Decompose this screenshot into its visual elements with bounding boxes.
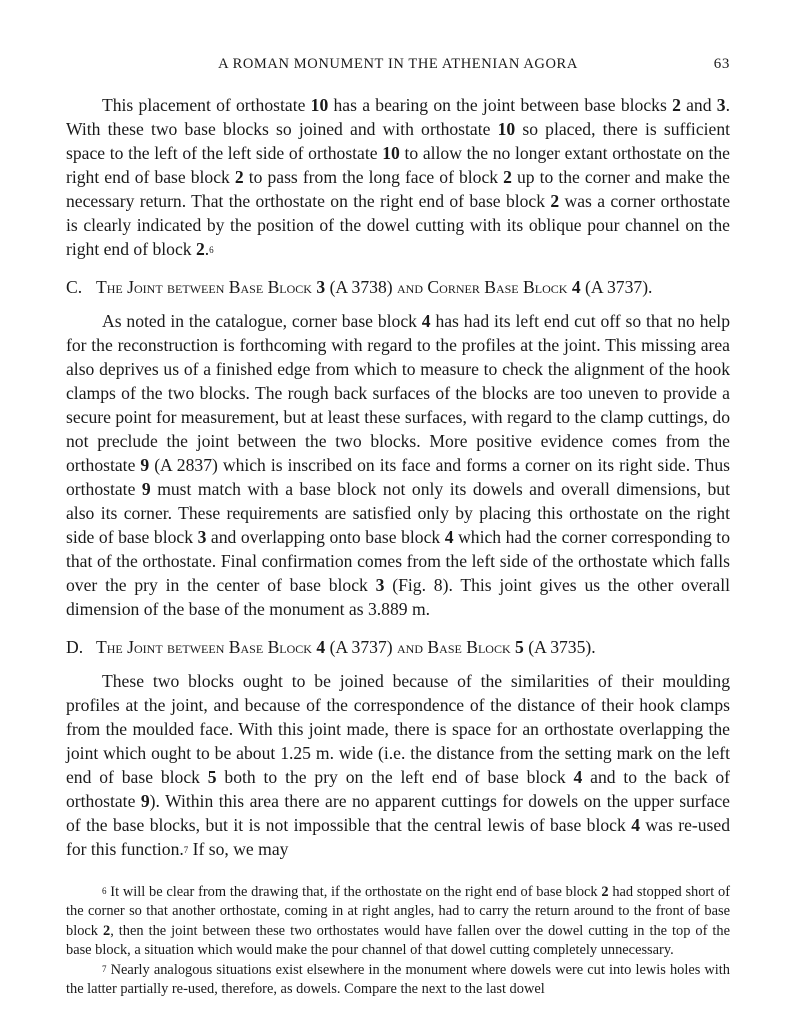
heading-text: (A 3737). — [580, 277, 653, 297]
text: . — [204, 239, 210, 259]
block-number: 10 — [382, 143, 400, 163]
text: had stopped short of the corner so that another orthostate, coming in at right angles, had to carry the return around to the front of base block — [66, 884, 730, 939]
block-number: 5 — [515, 637, 524, 657]
text: has had its left end cut off so that no help for the reconstruction is forthcoming with regard to the profiles at the joint. This missing area also deprives us of a finished edge from which to measure to check the alignment of the hook clamps of the two blocks. The rough back surfaces of the blocks are too uneven to provide a secure point for measurement, but at least these surfaces, with regard to the clamp cuttings, do not preclude the joint between the two blocks. More positive evidence comes from the orthostate — [66, 311, 730, 475]
block-number: 9 — [140, 455, 150, 475]
block-number: 4 — [573, 767, 583, 787]
footnotes — [66, 883, 730, 999]
heading-text: The Joint between Base Block — [96, 277, 317, 297]
running-header — [66, 52, 730, 78]
text: was a corner orthostate is clearly indicated by the position of the dowel cutting with its oblique pour channel on the right end of block — [66, 191, 731, 259]
block-number: 2 — [601, 884, 609, 900]
footnote-ref-7[interactable]: 7 — [183, 845, 189, 855]
text: It will be clear from the drawing that, if the orthostate on the right end of base block — [106, 884, 602, 900]
block-number: 4 — [316, 637, 326, 657]
text: As noted in the catalogue, corner base block — [102, 311, 422, 331]
text: was re-used for this function. — [66, 815, 730, 859]
paragraph-3 — [66, 669, 730, 861]
paragraph-2 — [66, 309, 730, 621]
paragraph-1 — [66, 93, 730, 261]
block-number: 4 — [444, 527, 454, 547]
block-number: 4 — [631, 815, 640, 835]
text: and — [680, 95, 717, 115]
heading-text: and Base Block — [397, 637, 516, 657]
footnote-mark: 6 — [102, 886, 107, 896]
text: These two blocks ought to be joined because of the similarities of their moulding profiles at the joint, and because of the correspondence of the distance of their hook clamps from the moulded face. With this joint made, there is space for an orthostate overlapping the joint which ought to be about 1.25 m. wide (i.e. the distance from the setting mark on the left end of base block — [66, 671, 730, 787]
text: to pass from the long face of block — [243, 167, 504, 187]
text: must match with a base block not only its dowels and overall dimensions, but also its corner. These requirements are satisfied only by placing this orthostate on the right side of base block — [66, 479, 730, 547]
text: and to the back of orthostate — [66, 767, 730, 811]
heading-text: (A 3737) — [325, 637, 398, 657]
text: has a bearing on the joint between base blocks — [328, 95, 673, 115]
text: Nearly analogous situations exist elsewhere in the monument where dowels were cut into lewis holes with the latter partially re-used, therefore, as dowels. Compare the next to the last dowel — [66, 961, 730, 998]
heading-text: (A 3735). — [523, 637, 596, 657]
heading-text: and Corner Base Block — [397, 277, 572, 297]
text: to allow the no longer extant orthostate on the right end of base block — [66, 143, 730, 187]
text: , then the joint between these two orthostates would have fallen over the dowel cutting in the top of the base block, a situation which would make the pour channel of that dowel cutting completely unnecessary. — [66, 922, 730, 959]
heading-text: (A 3738) — [325, 277, 398, 297]
block-number: 2 — [195, 239, 205, 259]
section-heading-c — [66, 275, 730, 299]
section-letter: C. — [66, 277, 83, 297]
text: both to the pry on the left end of base block — [216, 767, 574, 787]
block-number: 2 — [102, 922, 111, 939]
text: up to the corner and make the necessary return. That the orthostate on the right end of base block — [66, 167, 730, 211]
footnote-ref-6[interactable]: 6 — [209, 245, 214, 255]
footnote-7 — [66, 961, 730, 1000]
text: and overlapping onto base block — [206, 527, 445, 547]
block-number: 2 — [234, 167, 244, 187]
block-number: 2 — [550, 191, 560, 211]
body-text — [66, 93, 730, 861]
block-number: 4 — [571, 277, 581, 297]
text: If so, we may — [188, 839, 289, 859]
text: ). Within this area there are no apparent cuttings for dowels on the upper surface of the base blocks, but it is not impossible that the central lewis of base block — [66, 791, 730, 835]
block-number: 10 — [497, 119, 516, 139]
block-number: 5 — [207, 767, 217, 787]
section-letter: D. — [66, 637, 84, 657]
heading-text: The Joint between Base Block — [96, 637, 317, 657]
text: which had the corner corresponding to that of the orthostate. Final confirmation comes from the left side of the orthostate which falls over the pry in the center of base block — [66, 527, 730, 595]
page-number: 63 — [713, 56, 730, 72]
text: (A 2837) which is inscribed on its face and forms a corner on its right side. Thus orthostate — [66, 455, 730, 499]
block-number: 3 — [197, 527, 207, 547]
block-number: 9 — [140, 791, 150, 811]
block-number: 9 — [141, 479, 151, 499]
section-heading-d — [66, 635, 730, 659]
block-number: 3 — [716, 95, 726, 115]
text: This placement of orthostate — [102, 95, 311, 115]
block-number: 10 — [310, 95, 329, 115]
page — [66, 52, 730, 999]
block-number: 3 — [316, 277, 326, 297]
text: so placed, there is sufficient space to the left of the left side of orthostate — [66, 119, 731, 163]
block-number: 4 — [421, 311, 431, 331]
block-number: 3 — [375, 575, 385, 595]
running-title: A ROMAN MONUMENT IN THE ATHENIAN AGORA — [218, 56, 578, 72]
footnote-mark: 7 — [102, 963, 107, 974]
block-number: 2 — [503, 167, 512, 187]
text: (Fig. 8). This joint gives us the other overall dimension of the base of the monument as 3.889 m. — [66, 575, 731, 619]
text: . With these two base blocks so joined and with orthostate — [66, 95, 730, 139]
block-number: 2 — [672, 95, 681, 115]
footnote-6 — [66, 883, 730, 961]
